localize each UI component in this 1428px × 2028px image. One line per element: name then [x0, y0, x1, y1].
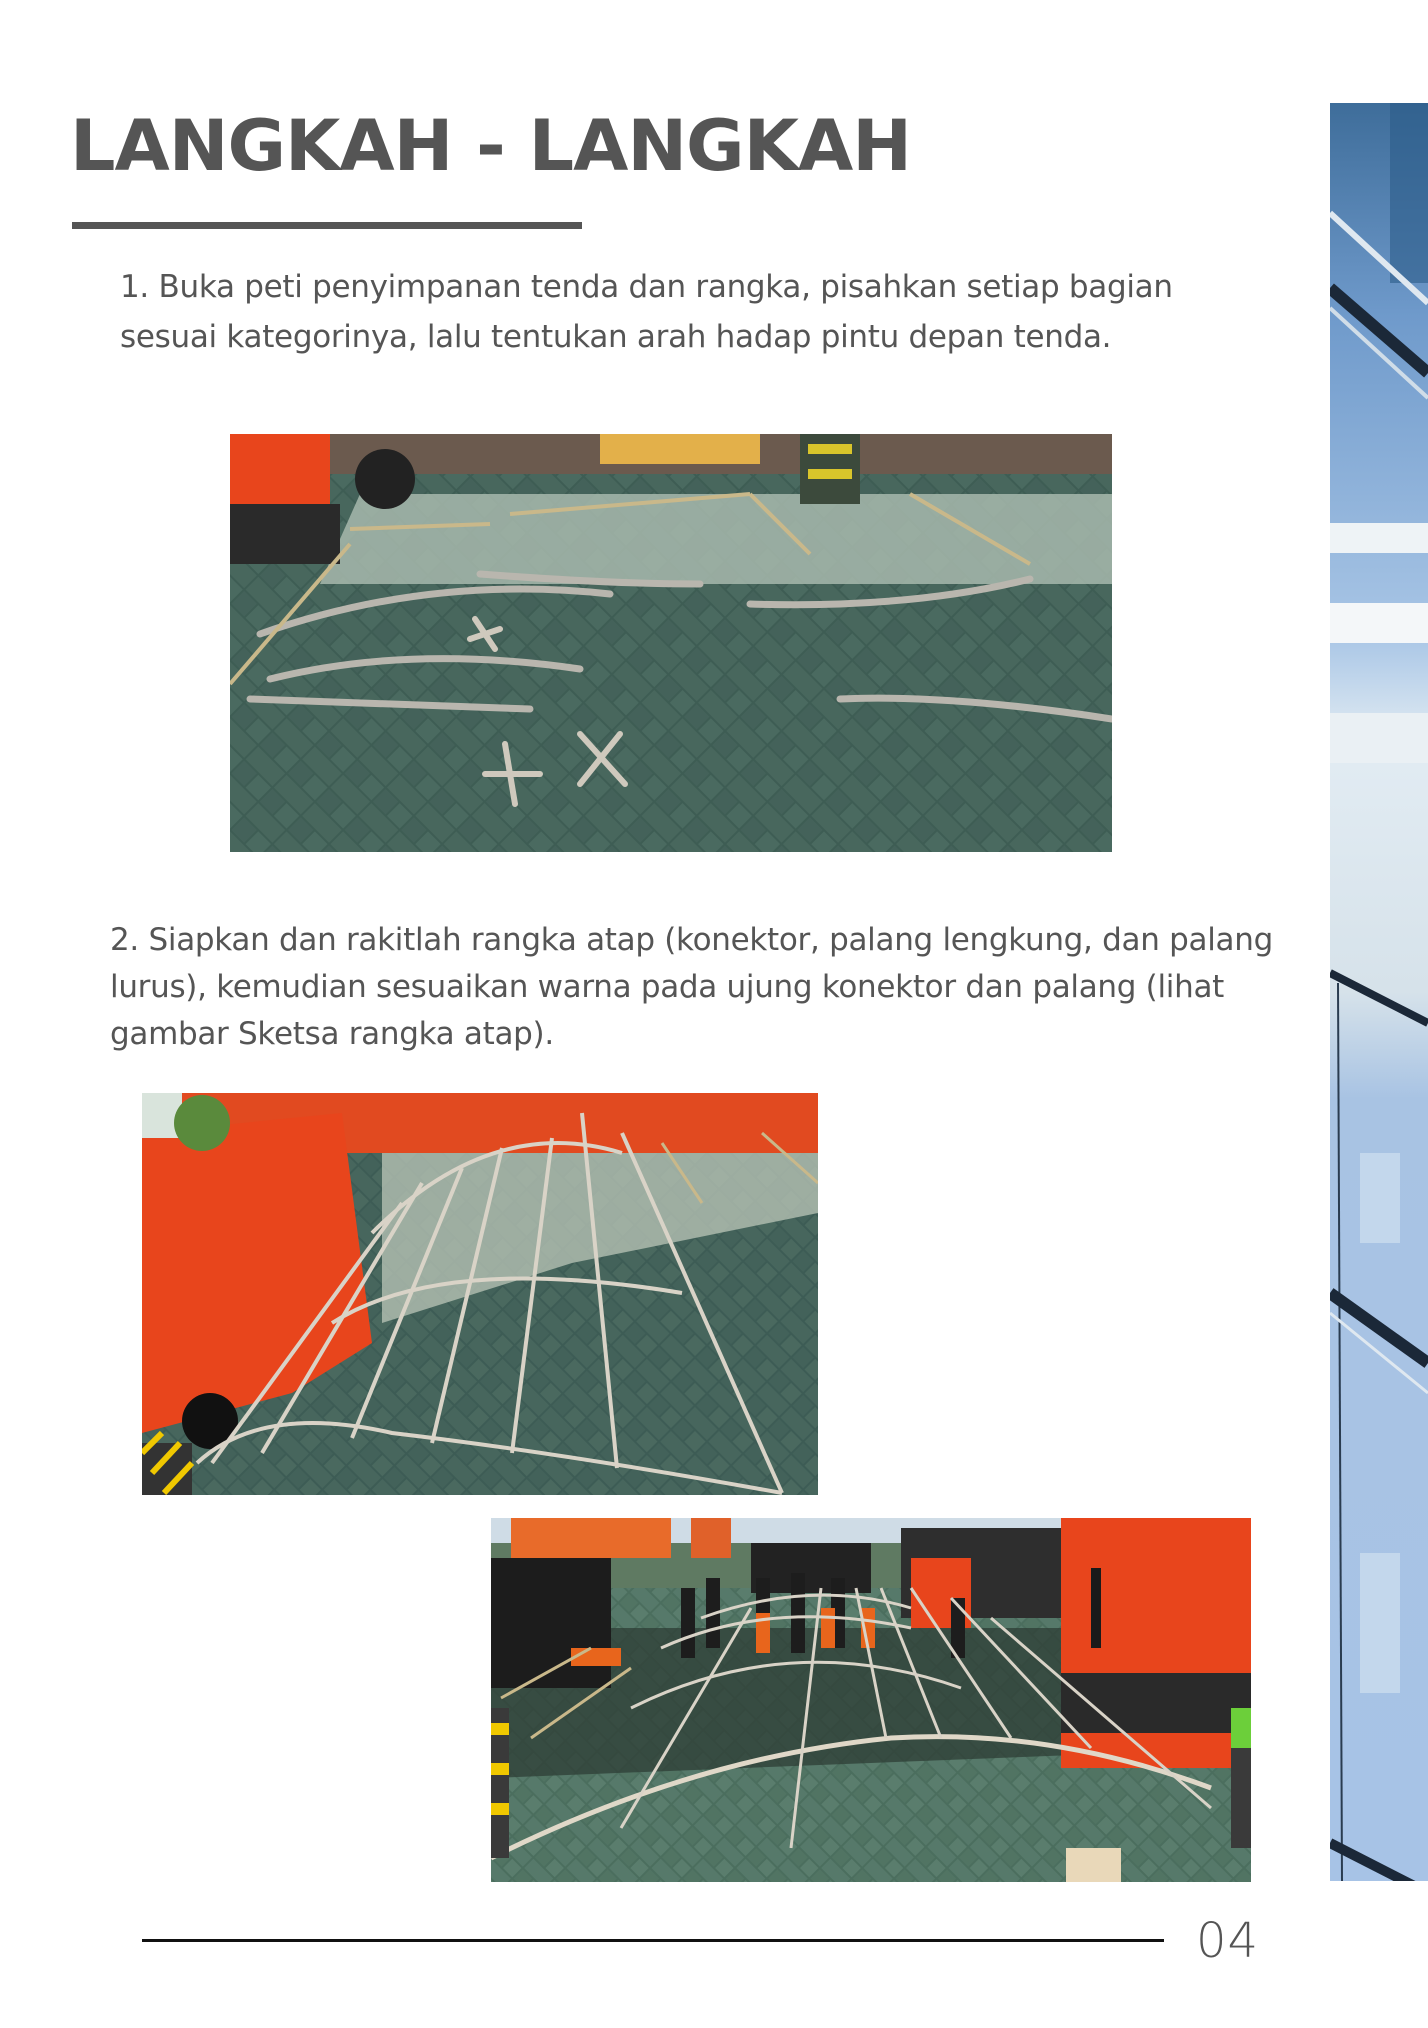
- footer-divider: [142, 1939, 1164, 1942]
- photo-roof-frame-assembly: [142, 1093, 818, 1495]
- decorative-building-strip: [1330, 103, 1428, 1881]
- step-1-text: [120, 262, 1320, 362]
- photo-image: [142, 1093, 818, 1495]
- page-number: 04: [1196, 1913, 1260, 1969]
- step-2-line-2: lurus), kemudian sesuaikan warna pada ujung konektor dan palang (lihat: [110, 969, 1224, 1005]
- step-1-line-2: sesuai kategorinya, lalu tentukan arah hadap pintu depan tenda.: [120, 319, 1112, 355]
- photo-image: [230, 434, 1112, 852]
- step-1-line-1: 1. Buka peti penyimpanan tenda dan rangka, pisahkan setiap bagian: [120, 269, 1173, 305]
- step-2-line-1: 2. Siapkan dan rakitlah rangka atap (konektor, palang lengkung, dan palang: [110, 922, 1273, 958]
- page-title: LANGKAH - LANGKAH: [70, 105, 911, 187]
- building-facade-image: [1330, 103, 1428, 1881]
- photo-image: [491, 1518, 1251, 1882]
- step-2-line-3: gambar Sketsa rangka atap).: [110, 1016, 554, 1052]
- photo-roof-frame-team: [491, 1518, 1251, 1882]
- step-2-text: [110, 917, 1330, 1058]
- photo-frame-parts: [230, 434, 1112, 852]
- title-underline: [72, 222, 582, 229]
